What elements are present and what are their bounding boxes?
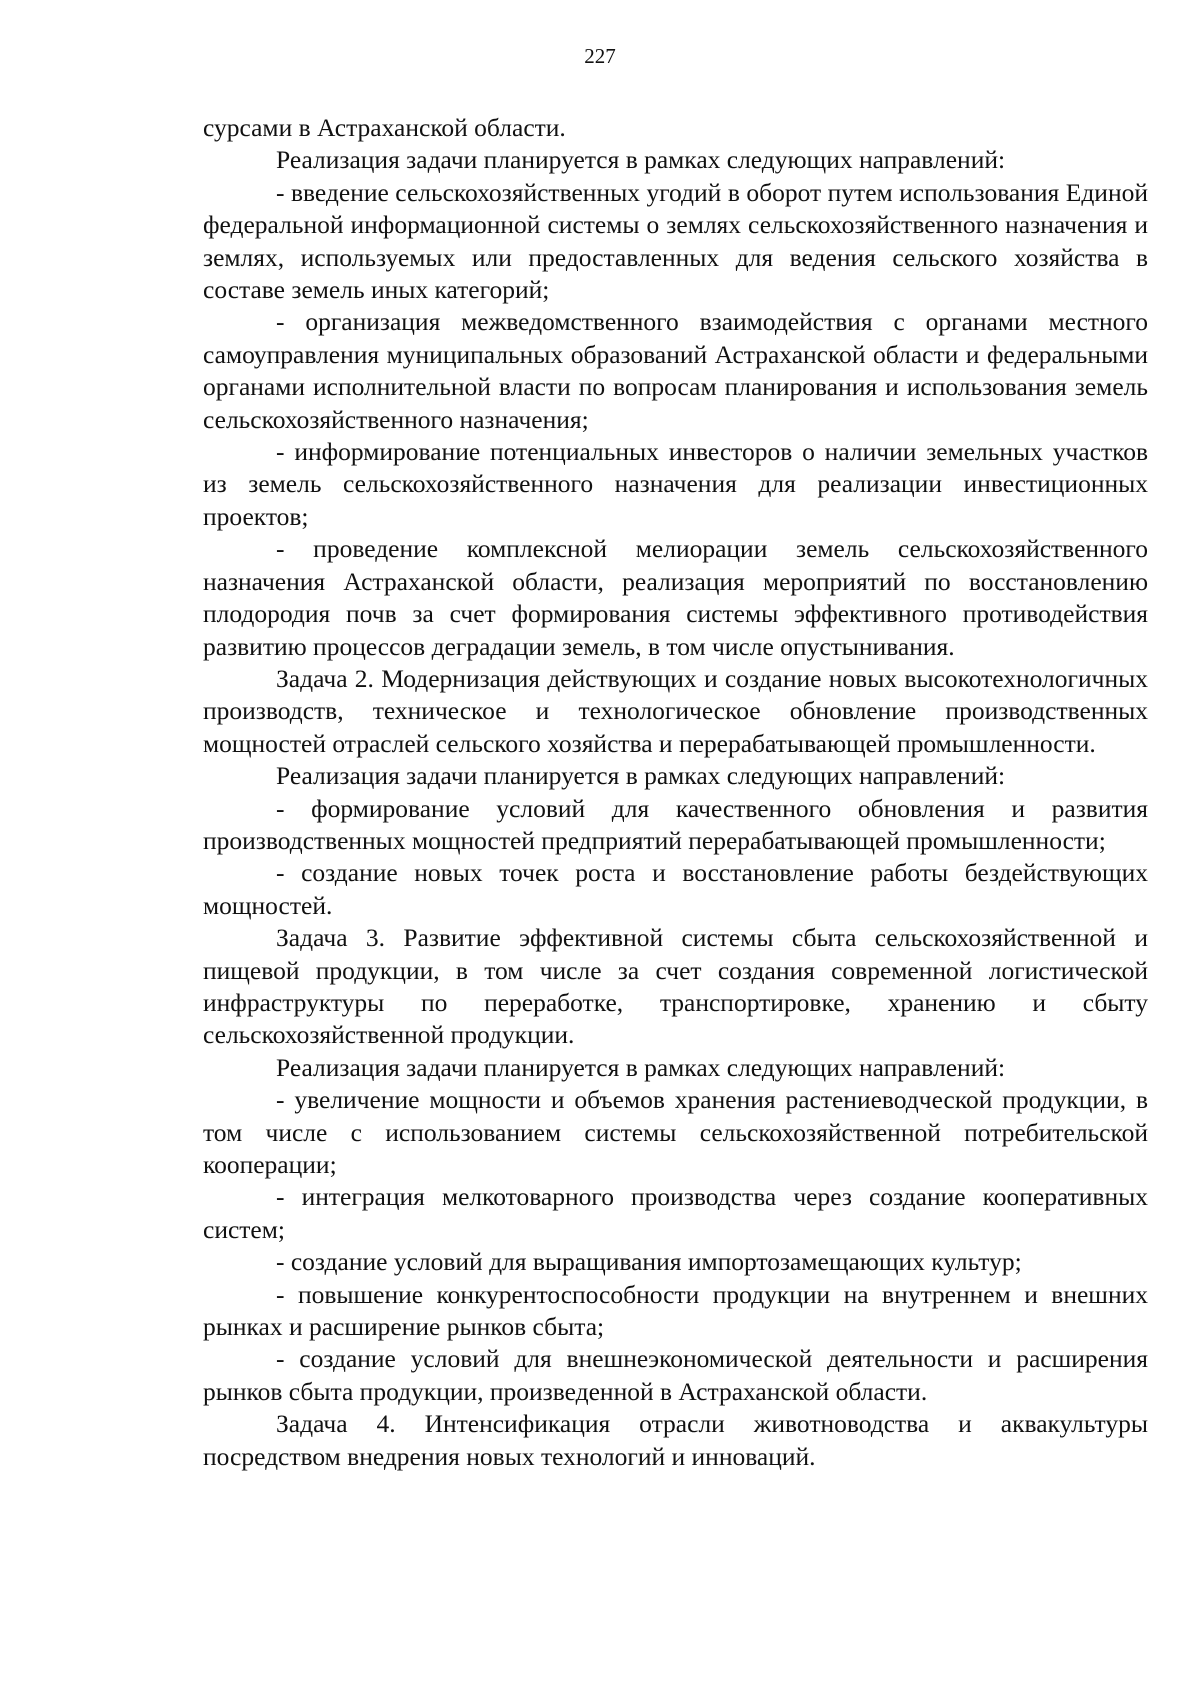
paragraph-list-item: - организация межведомственного взаимодействия с органами местного самоуправления муниципальных образований Астраханской области и федеральными органами исполнительной власти по вопросам планирования и использования земель сельскохозяйственного назначения; [203, 307, 1148, 434]
paragraph-continuation: сурсами в Астраханской области. [203, 113, 566, 142]
paragraph-list-item: - повышение конкурентоспособности продукции на внутреннем и внешних рынках и расширение рынков сбыта; [203, 1279, 1148, 1342]
paragraph-list-item: - создание условий для внешнеэкономической деятельности и расширения рынков сбыта продукции, произведенной в Астраханской области. [203, 1344, 1148, 1406]
paragraph-directions-intro: Реализация задачи планируется в рамках следующих направлений: [276, 145, 1006, 175]
paragraph-list-item: - проведение комплексной мелиорации земель сельскохозяйственного назначения Астраханской области, реализация мероприятий по восстановлению плодородия почв за счет формирования системы эффективного противодействия развитию процессов деградации земель, в том числе опустынивания. [203, 534, 1148, 661]
paragraph-list-item: - создание новых точек роста и восстановление работы бездействующих мощностей. [203, 858, 1148, 920]
paragraph-list-item: - интеграция мелкотоварного производства через создание кооперативных систем; [203, 1182, 1148, 1244]
document-body [203, 112, 1148, 1473]
paragraph-list-item: - создание условий для выращивания импортозамещающих культур; [276, 1247, 1022, 1277]
paragraph-task-2: Задача 2. Модернизация действующих и создание новых высокотехнологичных производств, техническое и технологическое обновление производственных мощностей отраслей сельского хозяйства и перерабатывающей промышленности. [203, 663, 1148, 758]
paragraph-list-item: - информирование потенциальных инвесторов о наличии земельных участков из земель сельскохозяйственного назначения для реализации инвестиционных проектов; [203, 437, 1148, 531]
paragraph-directions-intro: Реализация задачи планируется в рамках следующих направлений: [276, 761, 1006, 791]
paragraph-list-item: - увеличение мощности и объемов хранения растениеводческой продукции, в том числе с использованием системы сельскохозяйственной потребительской кооперации; [203, 1085, 1148, 1179]
paragraph-list-item: - формирование условий для качественного обновления и развития производственных мощностей предприятий перерабатывающей промышленности; [203, 793, 1148, 855]
paragraph-task-4: Задача 4. Интенсификация отрасли животноводства и аквакультуры посредством внедрения новых технологий и инноваций. [203, 1409, 1148, 1471]
paragraph-task-3: Задача 3. Развитие эффективной системы сбыта сельскохозяйственной и пищевой продукции, в том числе за счет создания современной логистической инфраструктуры по переработке, транспортировке, хранению и сбыту сельскохозяйственной продукции. [203, 923, 1148, 1050]
paragraph-list-item: - введение сельскохозяйственных угодий в оборот путем использования Единой федеральной информационной системы о землях сельскохозяйственного назначения и землях, используемых или предоставленных для ведения сельского хозяйства в составе земель иных категорий; [203, 177, 1148, 305]
paragraph-directions-intro: Реализация задачи планируется в рамках следующих направлений: [276, 1052, 1006, 1082]
page-number: 227 [584, 44, 616, 68]
